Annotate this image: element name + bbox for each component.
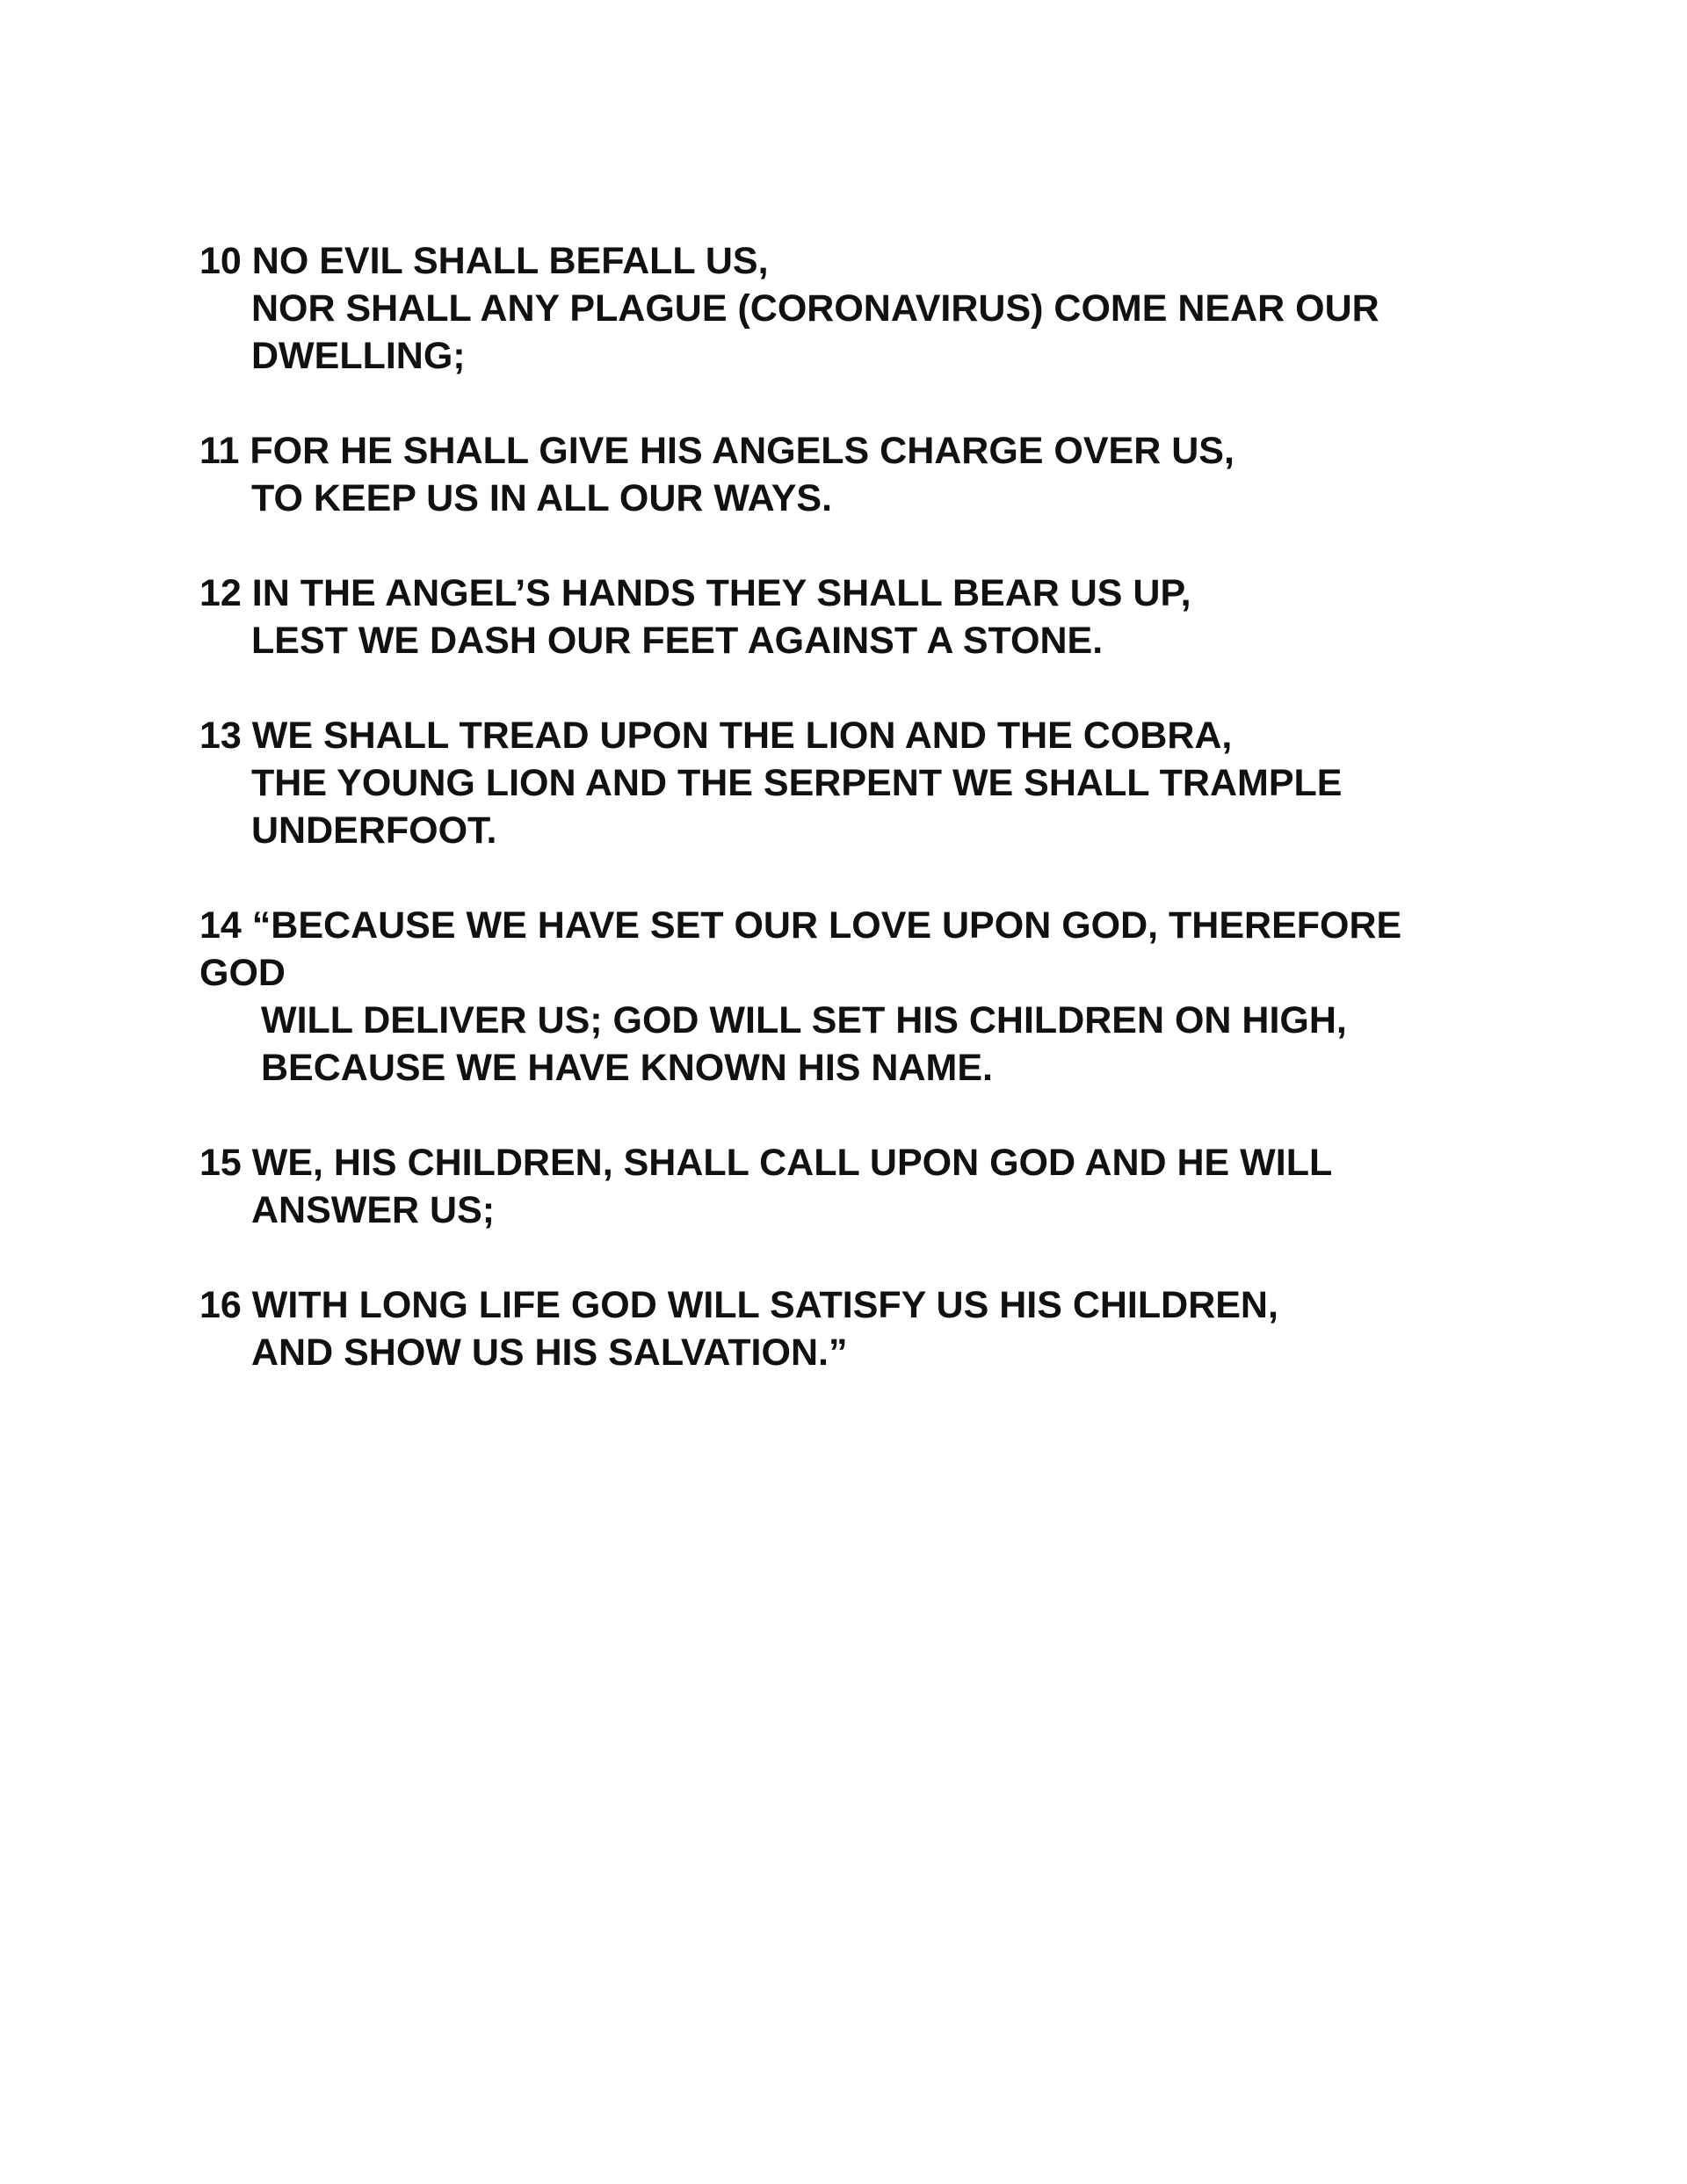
verse-line: 15 WE, HIS CHILDREN, SHALL CALL UPON GOD AND HE WILL [199,1142,1333,1184]
verse-line: 13 WE SHALL TREAD UPON THE LION AND THE COBRA, [199,715,1233,757]
verse-line: TO KEEP US IN ALL OUR WAYS. [251,477,833,519]
verse-16 [199,1281,1482,1376]
verse-11 [199,427,1482,522]
verse-15 [199,1139,1482,1234]
verse-10 [199,237,1482,380]
verse-line: NOR SHALL ANY PLAGUE (CORONAVIRUS) COME NEAR OUR [251,287,1379,330]
verse-line: GOD [199,952,286,994]
verse-line: AND SHOW US HIS SALVATION.” [251,1331,848,1374]
verse-line: LEST WE DASH OUR FEET AGAINST A STONE. [251,620,1104,662]
verse-line: BECAUSE WE HAVE KNOWN HIS NAME. [261,1047,993,1089]
verse-12 [199,570,1482,664]
verse-line: 11 FOR HE SHALL GIVE HIS ANGELS CHARGE OVER US, [199,430,1234,472]
verse-line: UNDERFOOT. [251,809,497,852]
verse-line: THE YOUNG LION AND THE SERPENT WE SHALL TRAMPLE [251,762,1343,804]
verse-14 [199,902,1482,1092]
verse-13 [199,712,1482,854]
verse-line: 14 “BECAUSE WE HAVE SET OUR LOVE UPON GOD, THEREFORE [199,904,1402,947]
verse-line: 10 NO EVIL SHALL BEFALL US, [199,240,769,282]
verse-line: DWELLING; [251,335,466,377]
verse-line: 12 IN THE ANGEL’S HANDS THEY SHALL BEAR US UP, [199,572,1191,614]
verse-line: WILL DELIVER US; GOD WILL SET HIS CHILDREN ON HIGH, [261,999,1347,1041]
verse-line: 16 WITH LONG LIFE GOD WILL SATISFY US HIS CHILDREN, [199,1284,1278,1326]
verse-line: ANSWER US; [251,1189,496,1231]
verse-list [199,237,1482,1424]
